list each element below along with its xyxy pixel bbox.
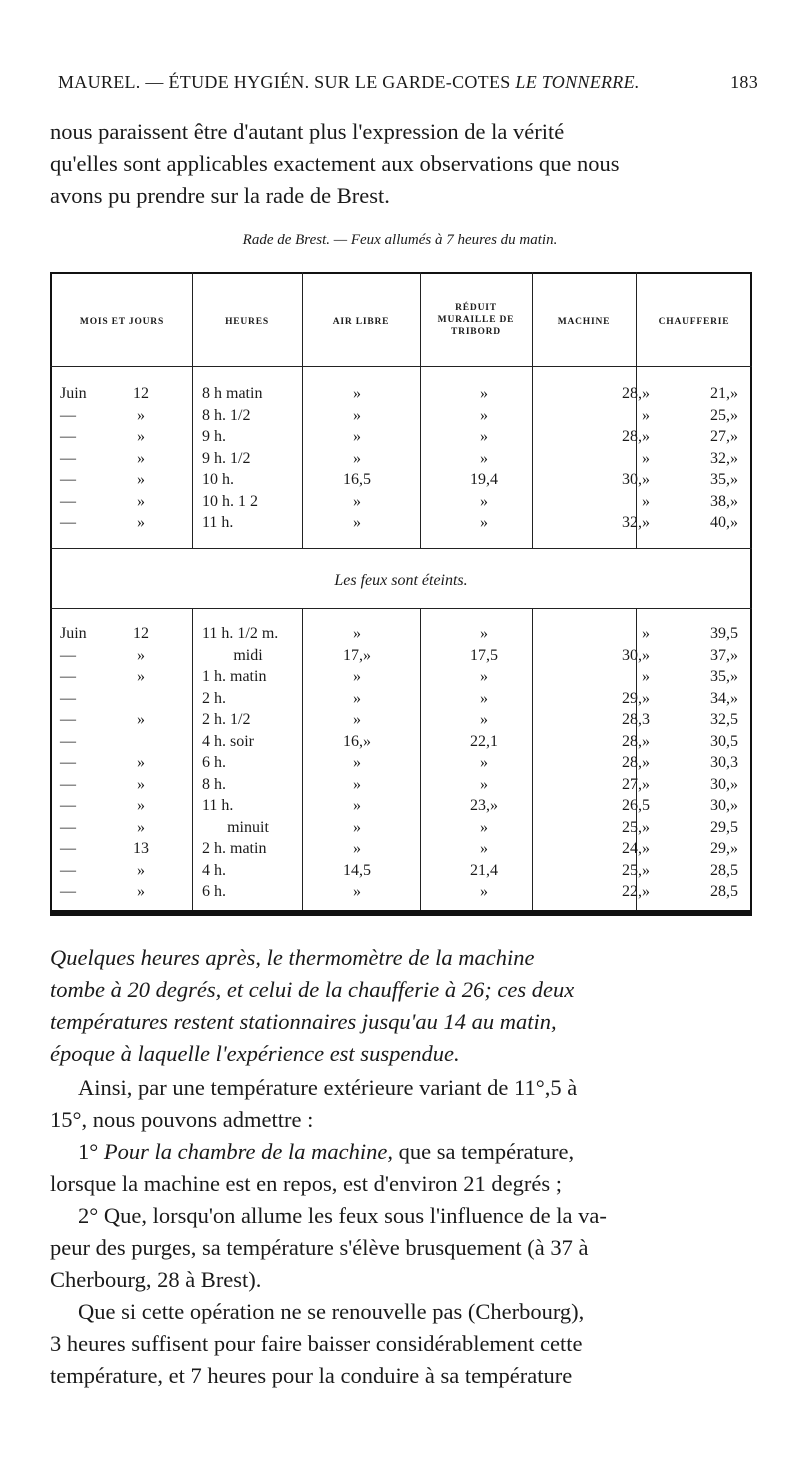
cell-day: 12 [133,385,149,402]
cell-chaufferie: 27,» [710,428,738,445]
cell-air-libre: » [353,492,361,510]
cell-chaufferie: 35,» [710,668,738,685]
cell-hour: 8 h. [202,775,226,793]
cell-reduit: » [480,883,488,900]
text-line: tombe à 20 degrés, et celui de la chaufferie à 26; ces deux [50,977,575,1002]
cell-day: » [137,449,145,467]
cell-month: — [60,754,76,771]
cell-month: — [60,797,76,814]
cell-reduit: » [480,625,488,642]
cell-month: — [60,711,76,728]
table-caption: Rade de Brest. — Feux allumés à 7 heures du matin. [242,232,558,248]
header-mois: MOIS ET JOURS [79,317,165,327]
cell-chaufferie: 29,5 [710,818,738,836]
point-1-italic: Pour la chambre de la machine, [103,1139,393,1164]
cell-month: — [60,428,76,445]
cell-reduit: » [480,689,488,707]
table-row [50,818,752,838]
cell-chaufferie: 32,» [710,449,738,467]
table-row [50,470,752,490]
cell-month: — [60,471,76,488]
text-line: 2° Que, lorsqu'on allume les feux sous l'influence de la va- [78,1203,607,1228]
cell-hour: 2 h. 1/2 [202,711,251,728]
point-number: 1° [78,1139,99,1164]
cell-reduit: » [480,840,488,857]
cell-day: » [137,818,145,836]
cell-chaufferie: 25,» [710,406,738,424]
cell-hour: 11 h. [202,514,234,531]
text-line: température, et 7 heures pour la conduire à sa température [50,1363,573,1388]
cell-reduit: » [480,449,488,467]
cell-hour: 2 h. [202,689,226,707]
running-head [58,72,758,102]
header-reduit-line: MURAILLE DE [437,315,515,325]
cell-month: — [60,818,76,836]
cell-month: — [60,668,76,685]
table-row [50,753,752,773]
cell-reduit: 17,5 [470,646,498,664]
cell-machine: 30,» [622,646,650,664]
cell-hour: 1 h. matin [202,668,267,685]
text-line: avons pu prendre sur la rade de Brest. [50,183,390,208]
text-line: 15°, nous pouvons admettre : [50,1107,314,1132]
cell-day: » [137,754,145,771]
cell-chaufferie: 40,» [710,514,738,531]
cell-reduit: » [480,492,488,510]
table-row [50,646,752,666]
cell-machine: » [642,406,650,424]
cell-day: 12 [133,625,149,642]
cell-day: » [137,668,145,685]
header-machine: MACHINE [557,317,611,327]
cell-hour: 4 h. [202,861,226,879]
cell-hour: 9 h. [202,428,226,445]
cell-day: » [137,797,145,814]
cell-machine: » [642,449,650,467]
table-row [50,689,752,709]
text-line: lorsque la machine est en repos, est d'environ 21 degrés ; [50,1171,563,1196]
page-number: 183 [730,72,758,92]
cell-chaufferie: 30,» [710,775,738,793]
cell-day: » [137,775,145,793]
cell-machine: 32,» [622,514,650,531]
cell-air-libre: » [353,428,361,445]
cell-machine: 29,» [622,689,650,707]
header-reduit-line: RÉDUIT [455,303,497,313]
ship-name: LE TONNERRE. [515,72,640,92]
cell-air-libre: » [353,449,361,467]
cell-reduit: » [480,818,488,836]
cell-chaufferie: 28,5 [710,883,738,900]
header-reduit-line: TRIBORD [451,327,501,337]
section-title-fires-out: Les feux sont éteints. [334,572,468,589]
temperature-table [50,272,752,918]
text-line: 3 heures suffisent pour faire baisser considérablement cette [50,1331,583,1356]
cell-air-libre: » [353,711,361,728]
cell-reduit: » [480,754,488,771]
cell-chaufferie: 28,5 [710,861,738,879]
cell-machine: 25,» [622,818,650,836]
cell-air-libre: » [353,883,361,900]
table-row [50,732,752,752]
cell-air-libre: » [353,514,361,531]
cell-reduit: » [480,711,488,728]
header-reduit [422,302,530,338]
cell-machine: 28,» [622,754,650,771]
cell-machine: 28,» [622,385,650,402]
cell-air-libre: 16,5 [343,471,371,488]
text-line: peur des purges, sa température s'élève brusquement (à 37 à [50,1235,589,1260]
cell-machine: » [642,625,650,642]
cell-machine: 30,» [622,471,650,488]
cell-machine: 24,» [622,840,650,857]
text-line: nous paraissent être d'autant plus l'expression de la vérité [50,119,565,144]
table-bottom-rule [50,910,752,914]
cell-air-libre: » [353,840,361,857]
cell-hour: 4 h. soir [202,732,254,750]
cell-hour: midi [233,646,263,664]
cell-hour: 6 h. [202,883,226,900]
cell-machine: 28,» [622,732,650,750]
cell-machine: 28,3 [622,711,650,728]
table-row [50,775,752,795]
cell-month: — [60,861,76,879]
cell-air-libre: » [353,797,361,814]
cell-day: » [137,646,145,664]
cell-reduit: » [480,428,488,445]
section-rule-bottom [50,608,752,609]
cell-machine: » [642,668,650,685]
cell-reduit: » [480,668,488,685]
cell-reduit: » [480,775,488,793]
cell-machine: 25,» [622,861,650,879]
cell-air-libre: » [353,625,361,642]
cell-reduit: » [480,514,488,531]
italic-paragraph [50,942,756,1070]
point-1-line [50,1136,756,1168]
text-line: températures restent stationnaires jusqu'au 14 au matin, [50,1009,557,1034]
cell-day: » [137,861,145,879]
cell-machine: 27,» [622,775,650,793]
cell-month: — [60,732,76,750]
cell-month: — [60,840,76,857]
table-row [50,449,752,469]
cell-chaufferie: 30,3 [710,754,738,771]
cell-chaufferie: 32,5 [710,711,738,728]
running-head-title [58,72,640,93]
cell-machine: » [642,492,650,510]
cell-month: — [60,646,76,664]
cell-day: » [137,471,145,488]
cell-month: — [60,689,76,707]
cell-chaufferie: 30,» [710,797,738,814]
section-rule-top [50,548,752,549]
cell-chaufferie: 38,» [710,492,738,510]
cell-month: — [60,492,76,510]
table-row [50,882,752,902]
cell-hour: minuit [227,818,269,836]
cell-machine: 26,5 [622,797,650,814]
table-row [50,427,752,447]
cell-reduit: 19,4 [470,471,498,488]
cell-air-libre: 14,5 [343,861,371,879]
cell-month: Juin [60,385,87,402]
table-row [50,861,752,881]
table-row [50,710,752,730]
cell-day: 13 [133,840,149,857]
cell-month: — [60,775,76,793]
cell-day: » [137,428,145,445]
cell-day: » [137,711,145,728]
table-row [50,624,752,644]
cell-air-libre: » [353,689,361,707]
cell-chaufferie: 30,5 [710,732,738,750]
cell-month: Juin [60,625,87,642]
table-row [50,492,752,512]
cell-month: — [60,883,76,900]
cell-air-libre: » [353,754,361,771]
header-air-libre: AIR LIBRE [332,317,390,327]
head-dash: — [140,72,169,92]
header-heures: HEURES [225,317,269,327]
cell-hour: 10 h. 1 2 [202,492,258,510]
cell-chaufferie: 39,5 [710,625,738,642]
cell-hour: 8 h. 1/2 [202,406,251,424]
cell-chaufferie: 29,» [710,840,738,857]
text-line: Ainsi, par une température extérieure variant de 11°,5 à [78,1075,578,1100]
header-chaufferie: CHAUFFERIE [658,317,730,327]
text-line: Quelques heures après, le thermomètre de la machine [50,945,535,970]
cell-day: » [137,492,145,510]
cell-air-libre: 17,» [343,646,371,664]
cell-hour: 8 h matin [202,385,263,402]
cell-day: » [137,883,145,900]
cell-hour: 2 h. matin [202,840,267,857]
cell-hour: 11 h. [202,797,234,814]
cell-chaufferie: 21,» [710,385,738,402]
cell-chaufferie: 37,» [710,646,738,664]
cell-hour: 10 h. [202,471,234,488]
point-1-rest: que sa température, [392,1139,575,1164]
cell-month: — [60,406,76,424]
cell-reduit: 21,4 [470,861,498,879]
cell-machine: 28,» [622,428,650,445]
text-line: Cherbourg, 28 à Brest). [50,1267,262,1292]
table-row [50,667,752,687]
cell-reduit: 23,» [470,797,498,814]
cell-air-libre: » [353,385,361,402]
cell-hour: 6 h. [202,754,226,771]
cell-hour: 11 h. 1/2 m. [202,625,279,642]
text-line: qu'elles sont applicables exactement aux observations que nous [50,151,620,176]
cell-chaufferie: 35,» [710,471,738,488]
table-row [50,513,752,533]
cell-air-libre: » [353,818,361,836]
author-name: MAUREL. [58,72,141,92]
cell-air-libre: 16,» [343,732,371,750]
table-row [50,406,752,426]
text-line: Que si cette opération ne se renouvelle pas (Cherbourg), [78,1299,585,1324]
cell-reduit: 22,1 [470,732,498,750]
cell-chaufferie: 34,» [710,689,738,707]
cell-month: — [60,514,76,531]
cell-month: — [60,449,76,467]
table-row [50,796,752,816]
cell-machine: 22,» [622,883,650,900]
text-line: époque à laquelle l'expérience est suspendue. [50,1041,460,1066]
cell-reduit: » [480,385,488,402]
cell-air-libre: » [353,668,361,685]
cell-day: » [137,514,145,531]
study-title: ÉTUDE HYGIÉN. SUR LE GARDE-COTES [168,72,516,92]
body-paragraph [50,1072,756,1392]
table-row [50,839,752,859]
cell-day: » [137,406,145,424]
table-row [50,384,752,404]
intro-paragraph [50,116,756,212]
cell-reduit: » [480,406,488,424]
cell-hour: 9 h. 1/2 [202,449,251,467]
cell-air-libre: » [353,775,361,793]
cell-air-libre: » [353,406,361,424]
header-rule [50,366,752,367]
